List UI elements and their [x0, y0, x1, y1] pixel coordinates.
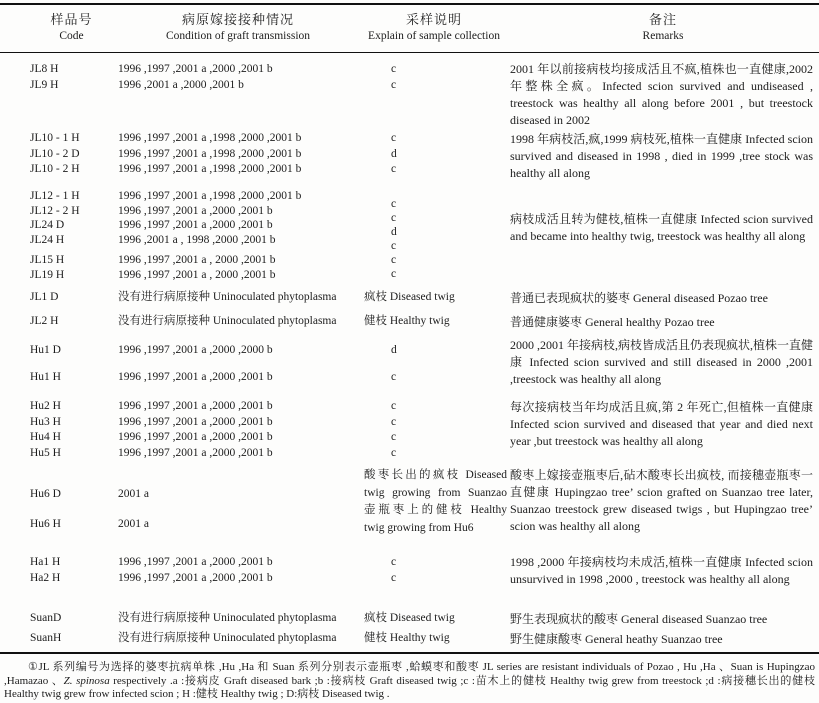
sample-collection-code: c: [391, 240, 397, 252]
graft-condition: 1996 ,1997 ,2001 a , 2000 ,2001 b: [118, 254, 276, 266]
graft-condition: 1996 ,1997 ,2001 a ,1998 ,2000 ,2001 b: [118, 190, 302, 202]
sample-code: Ha2 H: [30, 572, 61, 584]
header-condition: [115, 11, 361, 44]
graft-condition: 1996 ,1997 ,2001 a ,1998 ,2000 ,2001 b: [118, 132, 302, 144]
graft-condition: 没有进行病原接种 Uninoculated phytoplasma: [118, 315, 337, 327]
remark-text: 野生表现疯状的酸枣 General diseased Suanzao tree: [510, 612, 768, 626]
sample-collection-text: 健枝 Healthy twig: [364, 315, 450, 327]
header-code: [0, 11, 115, 44]
graft-condition: 1996 ,2001 a ,2000 ,2001 b: [118, 79, 244, 91]
sample-collection-code: c: [391, 198, 397, 210]
sample-code: Ha1 H: [30, 556, 61, 568]
graft-condition: 2001 a: [118, 488, 149, 500]
graft-condition: 1996 ,1997 ,2001 a ,2000 ,2001 b: [118, 400, 273, 412]
sample-code: Hu2 H: [30, 400, 61, 412]
sample-collection-code: c: [391, 79, 397, 91]
remark-text: 病枝成活且转为健枝,植株一直健康 Infected scion survived and became into healthy twig, treestock was healthy all along: [510, 212, 813, 243]
table-group-jl2h: [0, 314, 819, 331]
table-group-suand: [0, 611, 819, 628]
graft-condition: 2001 a: [118, 518, 149, 530]
sample-code: JL1 D: [30, 291, 59, 303]
sample-code: Hu3 H: [30, 415, 61, 428]
sample-collection-code: c: [391, 415, 397, 428]
sample-code: JL2 H: [30, 315, 59, 327]
data-table: [0, 3, 819, 654]
header-remarks-zh: 备注: [648, 12, 677, 27]
remark-text: 2000 ,2001 年接病枝,病枝皆成活且仍表现疯状,植株一直健康 Infected scion survived and still diseased in 2000 ,2001 ,treestock was healthy all along: [510, 338, 814, 386]
sample-code: Hu6 D: [30, 488, 61, 500]
remark-text: 普通已表现疯状的婆枣 General diseased Pozao tree: [510, 291, 768, 305]
sample-collection-text: 疯枝 Diseased twig: [364, 291, 455, 303]
footnote-part1: ①JL 系列编号为选择的婆枣抗病单株 ,Hu ,Ha 和 Suan 系列分别表示壶瓶枣 ,蛤蟆枣和酸枣 JL series are resistant individuals of Pozao , Hu ,Ha 、Suan is Hupingzao ,Hamazao 、: [4, 661, 815, 687]
sample-code: Hu1 H: [30, 371, 61, 383]
graft-condition: 1996 ,1997 ,2001 a ,2000 ,2001 b: [118, 63, 273, 75]
graft-condition: 1996 ,1997 ,2001 a ,2000 ,2000 b: [118, 344, 273, 356]
header-remarks: [507, 11, 819, 44]
footnote-species-italic: Z. spinosa: [63, 674, 110, 687]
sample-code: SuanD: [30, 612, 62, 624]
sample-code: JL9 H: [30, 79, 59, 91]
header-condition-en: Condition of graft transmission: [165, 30, 311, 42]
sample-collection-text: 健枝 Healthy twig: [364, 632, 450, 644]
table-body: [0, 53, 819, 654]
graft-condition: 没有进行病原接种 Uninoculated phytoplasma: [118, 632, 337, 644]
table-group-ha: [0, 554, 819, 607]
header-sample-zh: 采样说明: [405, 12, 462, 27]
graft-condition: 1996 ,1997 ,2001 a ,2000 ,2001 b: [118, 204, 273, 217]
table-footnote: [0, 654, 819, 702]
remark-text: 每次接病枝当年均成活且疯,第 2 年死亡,但植株一直健康 Infected scion survived and diseased that year and died next year ,but treestock was healthy all along: [510, 400, 813, 448]
sample-collection-code: c: [391, 212, 397, 224]
graft-condition: 1996 ,1997 ,2001 a ,2000 ,2001 b: [118, 219, 273, 231]
sample-code: JL24 D: [30, 219, 65, 231]
table-header-row: [0, 5, 819, 53]
table-group-jl12-jl24: [0, 189, 819, 282]
sample-code: JL8 H: [30, 63, 59, 75]
sample-code: Hu6 H: [30, 518, 61, 530]
sample-code: Hu1 D: [30, 344, 61, 356]
sample-code: SuanH: [30, 632, 62, 644]
graft-condition: 1996 ,1997 ,2001 a ,1998 ,2000 ,2001 b: [118, 147, 302, 160]
sample-collection-code: d: [391, 226, 397, 238]
sample-collection-code: c: [391, 132, 397, 144]
remark-text: 1998 年病枝活,疯,1999 病枝死,植株一直健康 Infected scion survived and diseased in 1998 , died in 1999 ,tree stock was healthy all along: [510, 132, 813, 180]
sample-code: Hu4 H: [30, 431, 61, 443]
sample-code: JL12 - 1 H: [30, 190, 80, 202]
sample-code: Hu5 H: [30, 446, 61, 459]
graft-condition: 1996 ,2001 a , 1998 ,2000 ,2001 b: [118, 233, 276, 246]
sample-collection-code: c: [391, 63, 397, 75]
remark-text: 2001 年以前接病枝均接成活且不疯,植株也一直健康,2002 年整株全疯。Infected scion survived and undiseased , treestock was healthy all along before 2001 , but treestock diseased in 2002: [510, 62, 813, 127]
remark-text: 1998 ,2000 年接病枝均未成活,植株一直健康 Infected scion unsurvived in 1998 ,2000 , treestock was healthy all along: [510, 555, 813, 586]
remark-text: 普通健康婆枣 General healthy Pozao tree: [510, 315, 715, 329]
sample-collection-code: c: [391, 400, 397, 412]
sample-code: JL10 - 1 H: [30, 132, 80, 144]
footnote-part2: respectively .a :接病皮 Graft diseased bark ;b :接病枝 Graft diseased twig ;c :苗木上的健枝 Healthy twig grew from treestock ;d :病接穗长出的健枝 Healthy twig grew frow infected scion ; H :健枝 Healthy twig ; D:病枝 Diseased twig .: [4, 674, 815, 700]
header-code-en: Code: [59, 30, 84, 42]
table-group-jl1d: [0, 290, 819, 307]
sample-collection-code: c: [391, 431, 397, 443]
graft-condition: 1996 ,1997 ,2001 a , 2000 ,2001 b: [118, 268, 276, 281]
sample-collection-text: 疯枝 Diseased twig: [364, 612, 455, 624]
table-group-hu2-hu5: [0, 399, 819, 461]
header-remarks-en: Remarks: [642, 30, 684, 42]
table-group-hu6: [0, 467, 819, 552]
sample-collection-code: c: [391, 446, 397, 459]
graft-condition: 没有进行病原接种 Uninoculated phytoplasma: [118, 612, 337, 624]
sample-code: JL10 - 2 H: [30, 163, 80, 175]
sample-collection-code: c: [391, 268, 397, 280]
table-group-jl10: [0, 131, 819, 185]
sample-code: JL10 - 2 D: [30, 147, 80, 160]
graft-condition: 1996 ,1997 ,2001 a ,2000 ,2001 b: [118, 371, 273, 383]
sample-collection-code: d: [391, 147, 397, 160]
graft-condition: 1996 ,1997 ,2001 a ,2000 ,2001 b: [118, 572, 273, 584]
header-sample-en: Explain of sample collection: [368, 30, 500, 42]
graft-condition: 1996 ,1997 ,2001 a ,2000 ,2001 b: [118, 431, 273, 443]
sample-collection-code: c: [391, 572, 397, 584]
graft-condition: 1996 ,1997 ,2001 a ,2000 ,2001 b: [118, 446, 273, 459]
graft-condition: 1996 ,1997 ,2001 a ,2000 ,2001 b: [118, 556, 273, 568]
sample-collection-code: c: [391, 254, 397, 266]
sample-code: JL24 H: [30, 233, 65, 246]
table-group-jl8-jl9: [0, 61, 819, 131]
remark-text: 野生健康酸枣 General heathy Suanzao tree: [510, 632, 723, 646]
remark-text: 酸枣上嫁接壶瓶枣后,砧木酸枣长出疯枝, 而接穗壶瓶枣一直健康 Hupingzao tree’ scion grafted on Suanzao tree later, Suanzao treestock grew diseased twigs , but Hupingzao tree’ scion was healthy all along: [510, 468, 813, 533]
graft-condition: 没有进行病原接种 Uninoculated phytoplasma: [118, 291, 337, 303]
header-code-zh: 样品号: [50, 12, 93, 27]
graft-condition: 1996 ,1997 ,2001 a ,1998 ,2000 ,2001 b: [118, 163, 302, 175]
sample-collection-text: 酸枣长出的疯枝 Diseased twig growing from Suanzao 壶瓶枣上的健枝 Healthy twig growing from Hu6: [364, 469, 507, 534]
table-group-suanh: [0, 631, 819, 648]
table-group-hu1: [0, 337, 819, 399]
sample-collection-code: c: [391, 163, 397, 175]
sample-collection-code: d: [391, 344, 397, 356]
header-condition-zh: 病原嫁接接种情况: [181, 12, 294, 27]
sample-code: JL12 - 2 H: [30, 204, 80, 217]
header-sample: [361, 11, 507, 44]
sample-code: JL15 H: [30, 254, 65, 266]
sample-collection-code: c: [391, 556, 397, 568]
sample-code: JL19 H: [30, 268, 65, 281]
graft-condition: 1996 ,1997 ,2001 a ,2000 ,2001 b: [118, 415, 273, 428]
sample-collection-code: c: [391, 371, 397, 383]
